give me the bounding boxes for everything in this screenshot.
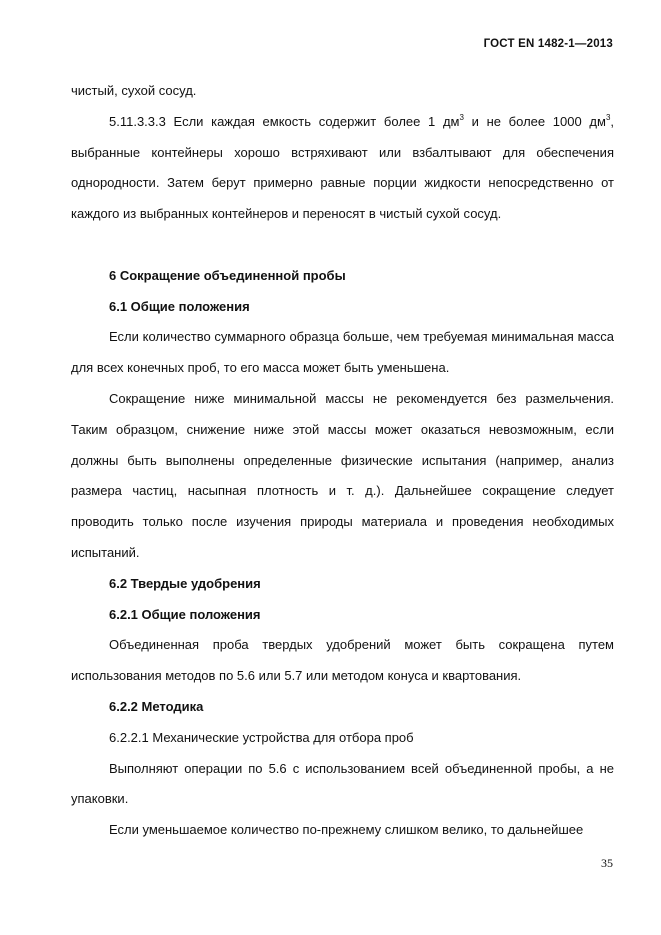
section-heading-6-2-1: 6.2.1 Общие положения (109, 606, 261, 622)
section-spacer (71, 230, 614, 261)
paragraph-general-1: Если количество суммарного образца больше, чем требуемая минимальная масса для всех конечных проб, то его масса может быть уменьшена. (71, 329, 614, 376)
superscript-cubic: 3 (459, 112, 464, 122)
document-body (71, 76, 614, 846)
section-heading-6-2: 6.2 Твердые удобрения (109, 575, 261, 591)
section-heading-6-2-2: 6.2.2 Методика (109, 698, 204, 714)
paragraph-general-2: Сокращение ниже минимальной массы не рекомендуется без размельчения. Таким образцом, снижение ниже этой массы может оказаться невозможным, если должны быть выполнены определенные физические испытания (например, анализ размера частиц, насыпная плотность и т. д.). Дальнейшее сокращение следует проводить только после изучения природы материала и проведения необходимых испытаний. (71, 390, 614, 560)
standard-code-header: ГОСТ EN 1482-1—2013 (483, 38, 613, 50)
paragraph-5-11-3-3-3 (71, 107, 614, 230)
page-number: 35 (601, 856, 613, 870)
paragraph-text: , выбранные контейнеры хорошо встряхивают или взбалтывают для обеспечения однородности. Затем берут примерно равные порции жидкости непосредственно от каждого из выбранных контейнеров и переносят в чистый сухой сосуд. (71, 113, 615, 222)
paragraph-6-2-2-1: 6.2.2.1 Механические устройства для отбора проб (109, 729, 414, 745)
section-heading-6: 6 Сокращение объединенной пробы (109, 267, 346, 283)
paragraph-text: 5.11.3.3.3 Если каждая емкость содержит более 1 дм (109, 113, 460, 129)
paragraph-text: и не более 1000 дм (463, 113, 606, 129)
paragraph-operations: Выполняют операции по 5.6 с использованием всей объединенной пробы, а не упаковки. (71, 760, 614, 807)
paragraph-continuation: чистый, сухой сосуд. (71, 83, 197, 98)
paragraph-solid-fertilizers: Объединенная проба твердых удобрений может быть сокращена путем использования методов по 5.6 или 5.7 или методом конуса и квартования. (71, 637, 614, 684)
section-heading-6-1: 6.1 Общие положения (109, 298, 250, 314)
superscript-cubic: 3 (605, 112, 611, 122)
paragraph-reduction: Если уменьшаемое количество по-прежнему слишком велико, то дальнейшее (109, 822, 584, 838)
